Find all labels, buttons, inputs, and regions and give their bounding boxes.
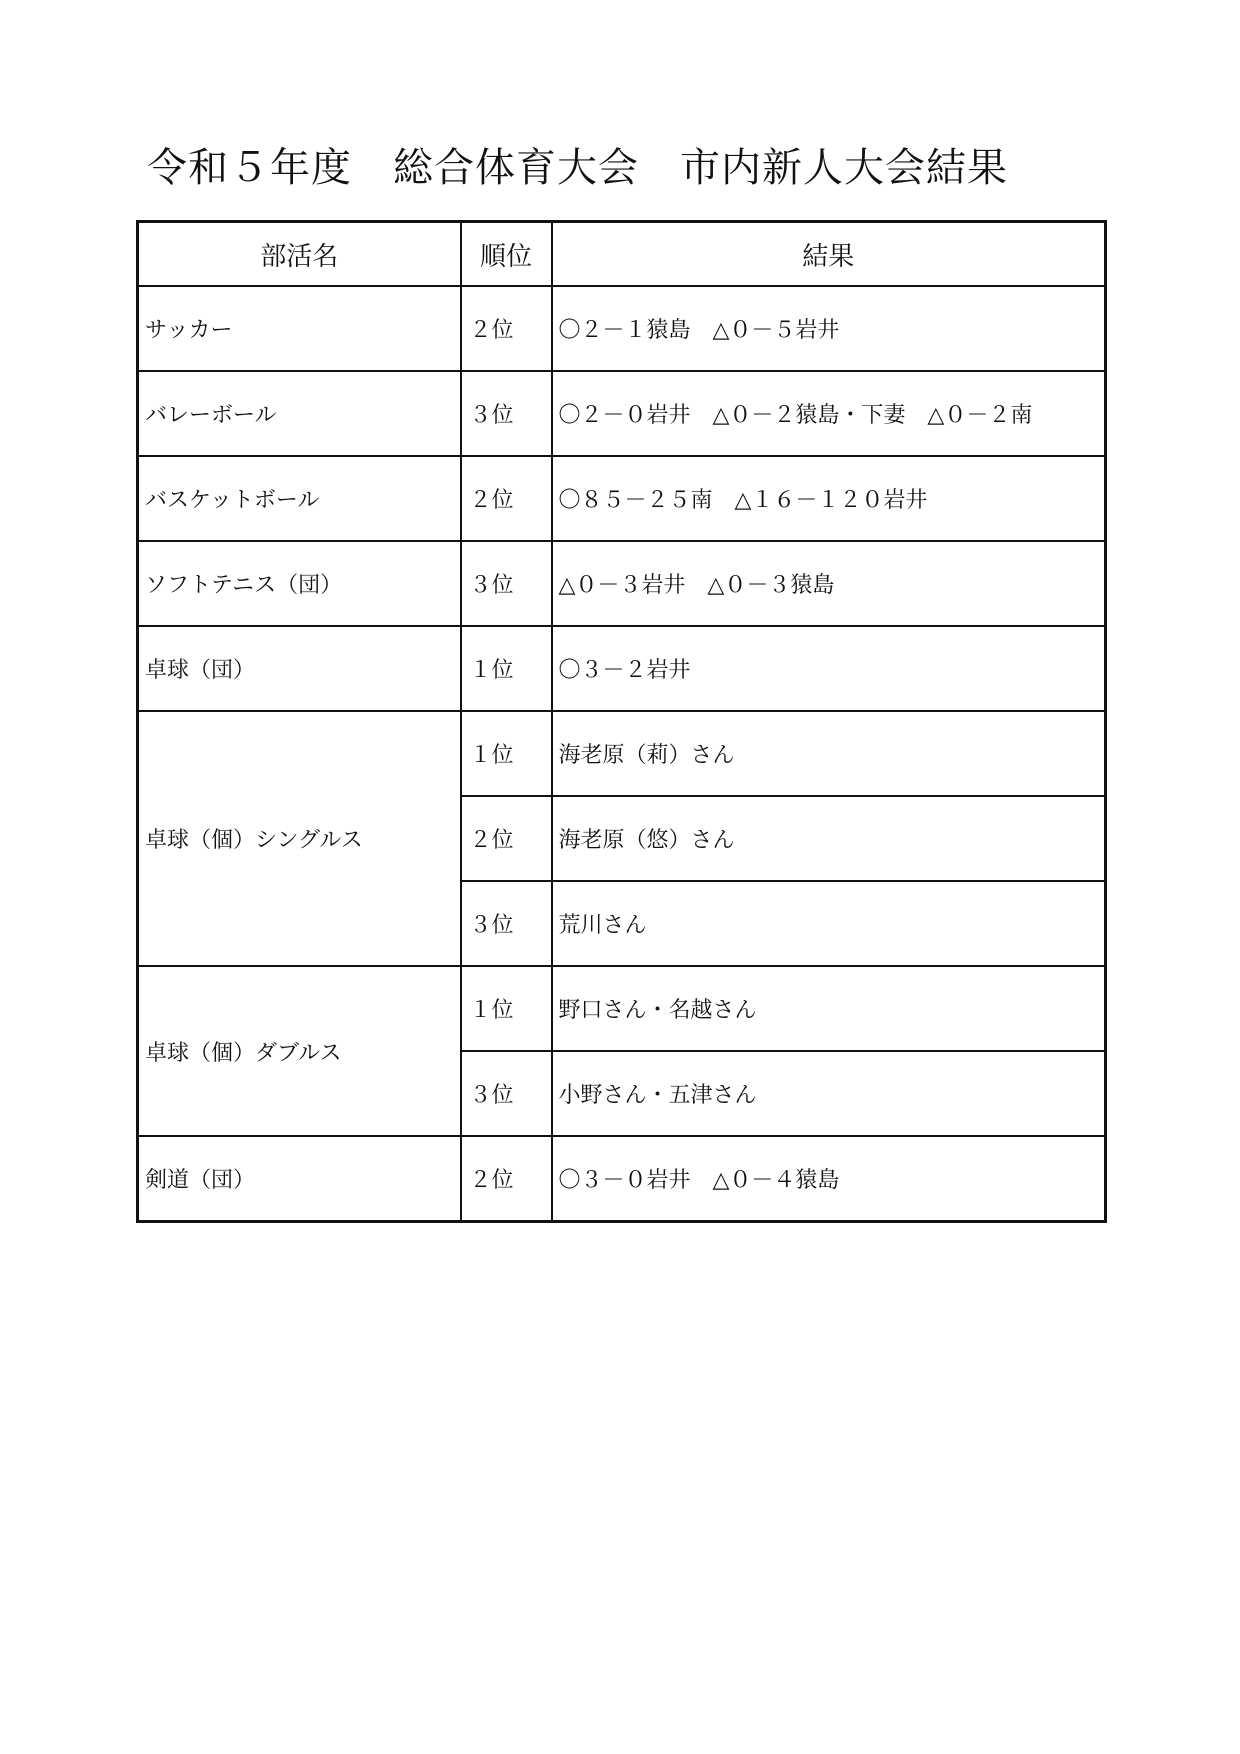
table-row [138, 626, 1106, 711]
result-cell: 〇８５－２５南 △１６－１２０岩井 [552, 456, 1106, 541]
club-cell: 卓球（個）ダブルス [138, 966, 461, 1136]
table-row [138, 371, 1106, 456]
club-cell: 卓球（個）シングルス [138, 711, 461, 966]
result-cell: 〇３－２岩井 [552, 626, 1106, 711]
table-row [138, 1136, 1106, 1222]
page-title: 令和５年度 総合体育大会 市内新人大会結果 [147, 145, 1008, 191]
rank-cell: １位 [461, 966, 552, 1051]
club-cell: ソフトテニス（団） [138, 541, 461, 626]
club-cell: サッカー [138, 286, 461, 371]
result-cell: △０－３岩井 △０－３猿島 [552, 541, 1106, 626]
rank-cell: ３位 [461, 1051, 552, 1136]
result-cell: 野口さん・名越さん [552, 966, 1106, 1051]
table-header-row [138, 222, 1106, 287]
rank-cell: １位 [461, 711, 552, 796]
result-cell: 〇２－０岩井 △０－２猿島・下妻 △０－２南 [552, 371, 1106, 456]
rank-cell: ２位 [461, 286, 552, 371]
table-row [138, 456, 1106, 541]
rank-cell: ３位 [461, 541, 552, 626]
header-club: 部活名 [138, 222, 461, 287]
result-cell: 〇２－１猿島 △０－５岩井 [552, 286, 1106, 371]
rank-cell: ２位 [461, 1136, 552, 1222]
result-cell: 海老原（悠）さん [552, 796, 1106, 881]
club-cell: 卓球（団） [138, 626, 461, 711]
table-row [138, 711, 1106, 796]
rank-cell: ２位 [461, 796, 552, 881]
result-cell: 〇３－０岩井 △０－４猿島 [552, 1136, 1106, 1222]
club-cell: バレーボール [138, 371, 461, 456]
table-row [138, 966, 1106, 1051]
results-table [136, 220, 1107, 1223]
rank-cell: ２位 [461, 456, 552, 541]
club-cell: 剣道（団） [138, 1136, 461, 1222]
table-row [138, 286, 1106, 371]
header-rank: 順位 [461, 222, 552, 287]
result-cell: 海老原（莉）さん [552, 711, 1106, 796]
header-result: 結果 [552, 222, 1106, 287]
table-row [138, 541, 1106, 626]
result-cell: 小野さん・五津さん [552, 1051, 1106, 1136]
result-cell: 荒川さん [552, 881, 1106, 966]
rank-cell: １位 [461, 626, 552, 711]
club-cell: バスケットボール [138, 456, 461, 541]
rank-cell: ３位 [461, 881, 552, 966]
rank-cell: ３位 [461, 371, 552, 456]
